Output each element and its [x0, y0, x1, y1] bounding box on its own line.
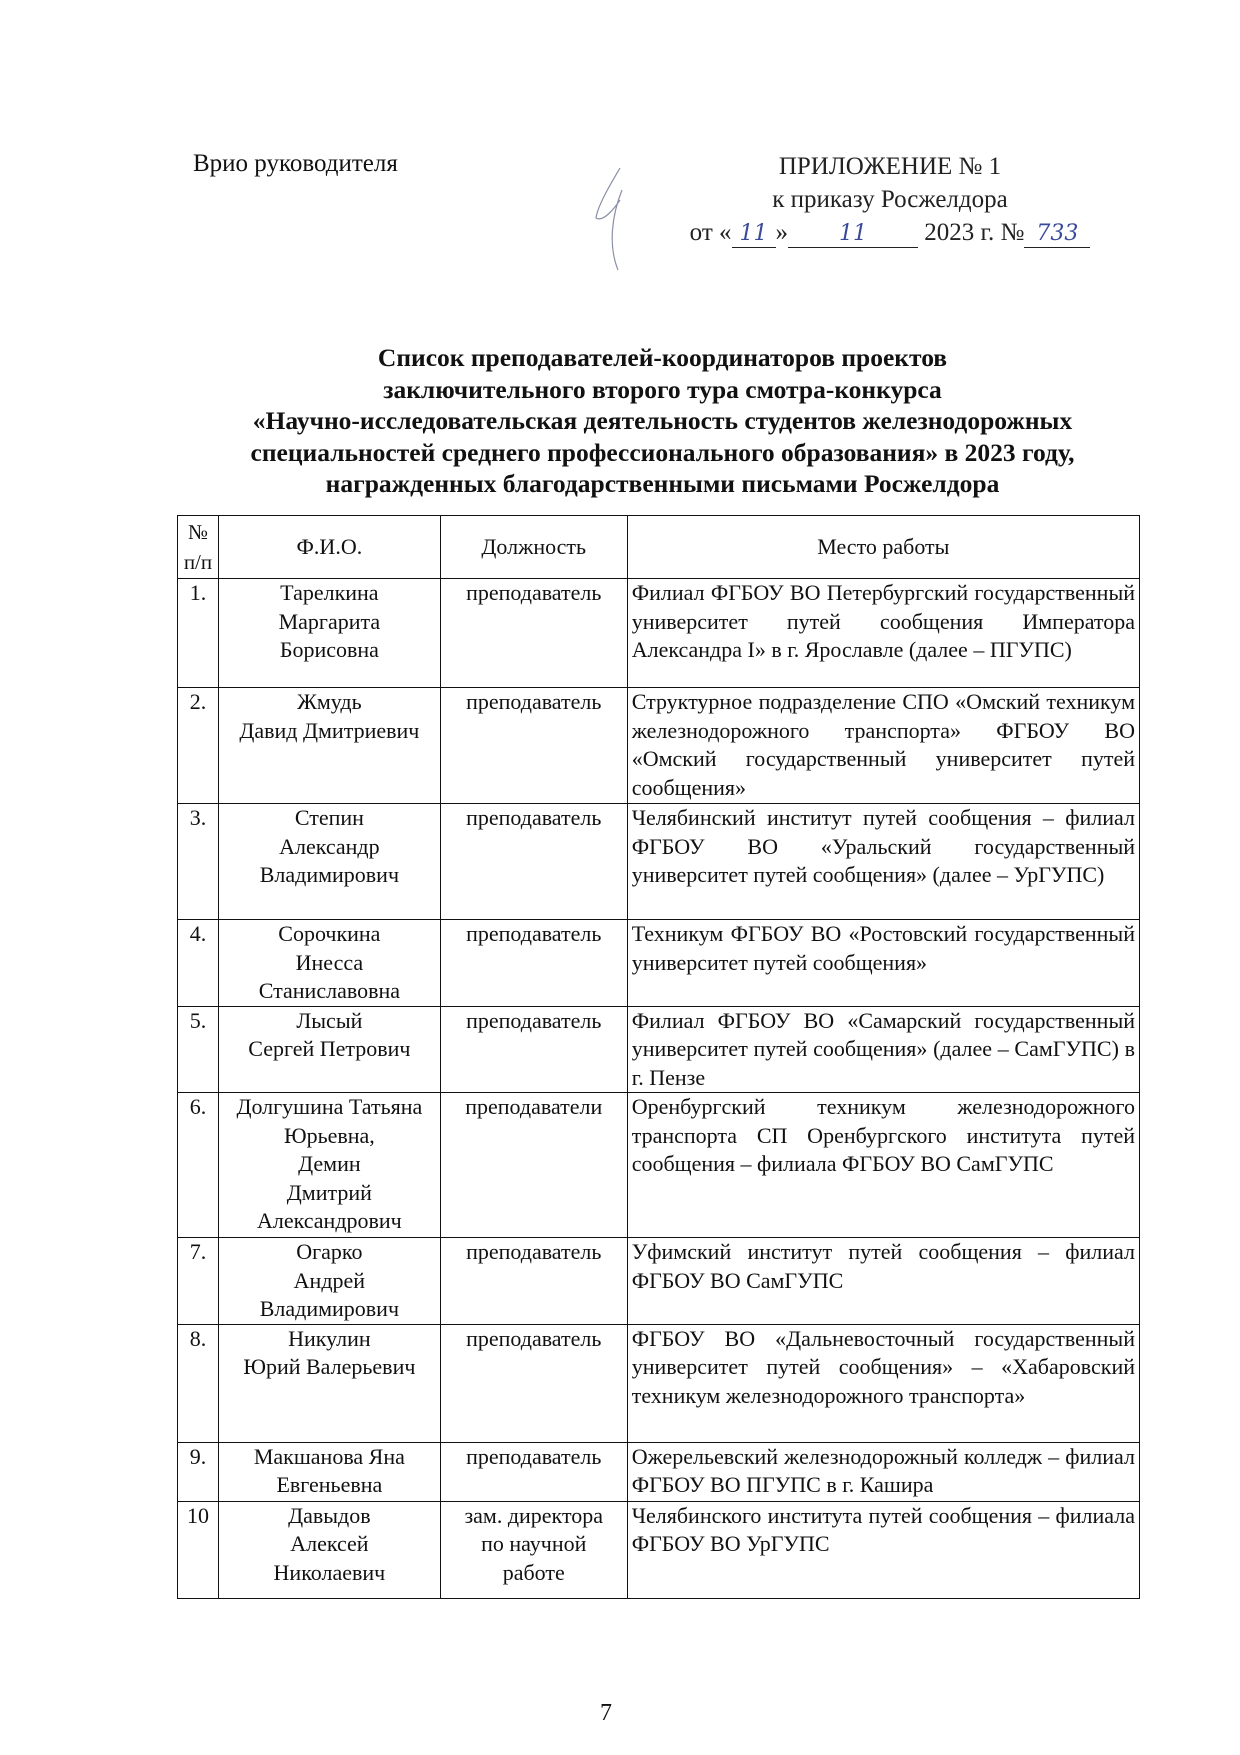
row-workplace: Филиал ФГБОУ ВО Петербургский государственный университет путей сообщения Императора Александра I» в г. Ярославле (далее – ПГУПС)	[627, 579, 1139, 688]
name-line: Жмудь	[297, 689, 362, 714]
name-line: Макшанова Яна	[253, 1443, 405, 1469]
row-number: 6.	[178, 1093, 219, 1238]
table-header-row	[178, 516, 1140, 579]
row-full-name	[218, 1006, 440, 1093]
name-line: Николаевич	[273, 1559, 386, 1585]
row-position	[440, 1238, 627, 1325]
position-line: преподаватель	[466, 689, 602, 714]
header-number-symbol: №	[187, 520, 208, 544]
position-line: преподаватель	[466, 1443, 602, 1469]
name-line: Долгушина Татьяна	[236, 1094, 423, 1119]
row-number: 3.	[178, 804, 219, 920]
name-line: Борисовна	[279, 637, 379, 662]
row-workplace: Ожерельевский железнодорожный колледж – филиал ФГБОУ ВО ПГУПС в г. Кашира	[627, 1442, 1139, 1501]
row-full-name	[218, 920, 440, 1007]
table-row	[178, 688, 1140, 804]
row-position	[440, 920, 627, 1007]
signature-mark	[590, 160, 660, 275]
row-position	[440, 1006, 627, 1093]
document-title	[170, 342, 1155, 500]
appendix-date-line	[660, 216, 1120, 249]
position-line: преподаватель	[466, 580, 602, 605]
name-line: Евгеньевна	[276, 1472, 383, 1497]
row-number: 7.	[178, 1238, 219, 1325]
row-workplace: Филиал ФГБОУ ВО «Самарский государственный университет путей сообщения» (далее – СамГУПС) в г. Пензе	[627, 1006, 1139, 1093]
name-line: Юрий Валерьевич	[243, 1354, 416, 1379]
name-line: Маргарита	[278, 608, 381, 634]
row-workplace: Челябинский институт путей сообщения – филиал ФГБОУ ВО «Уральский государственный университет путей сообщения» (далее – УрГУПС)	[627, 804, 1139, 920]
name-line: Сорочкина	[278, 921, 381, 946]
position-line: преподаватель	[466, 805, 602, 830]
position-line: преподаватель	[466, 1007, 602, 1033]
date-year: 2023 г. №	[924, 219, 1025, 246]
row-full-name	[218, 1238, 440, 1325]
row-position	[440, 1093, 627, 1238]
order-number: 733	[1024, 221, 1090, 248]
name-line: Степин	[294, 805, 364, 830]
date-prefix: от «	[689, 219, 732, 246]
position-line: преподаватель	[466, 1325, 602, 1351]
row-number: 2.	[178, 688, 219, 804]
date-month: 11	[788, 221, 918, 248]
page-number: 7	[600, 1700, 612, 1726]
row-position	[440, 579, 627, 688]
row-position	[440, 1442, 627, 1501]
name-line: Владимирович	[259, 1296, 400, 1321]
header-workplace: Место работы	[627, 516, 1139, 579]
row-full-name	[218, 579, 440, 688]
header-number	[178, 516, 219, 579]
header-name: Ф.И.О.	[218, 516, 440, 579]
row-workplace: Уфимский институт путей сообщения – филиал ФГБОУ ВО СамГУПС	[627, 1238, 1139, 1325]
table-row	[178, 1324, 1140, 1442]
name-line: Никулин	[288, 1325, 371, 1351]
position-line: преподаватели	[465, 1094, 603, 1119]
table-row	[178, 804, 1140, 920]
name-line: Алексей	[290, 1531, 369, 1556]
row-number: 8.	[178, 1324, 219, 1442]
title-line: заключительного второго тура смотра-конкурса	[383, 374, 942, 404]
appendix-title: ПРИЛОЖЕНИЕ № 1	[778, 153, 1002, 180]
name-line: Давид Дмитриевич	[239, 717, 420, 743]
acting-head-label: Врио руководителя	[193, 150, 398, 177]
table-row	[178, 920, 1140, 1007]
title-line: Список преподавателей-координаторов проектов	[377, 343, 948, 372]
table-row	[178, 1238, 1140, 1325]
name-line: Александр	[279, 833, 380, 859]
header-number-sub: п/п	[183, 550, 213, 574]
row-position	[440, 1324, 627, 1442]
name-line: Станиславовна	[258, 978, 400, 1003]
title-line: «Научно-исследовательская деятельность студентов железнодорожных	[252, 406, 1073, 435]
row-full-name	[218, 1324, 440, 1442]
position-line: работе	[502, 1559, 565, 1585]
table-row	[178, 579, 1140, 688]
name-line: Демин	[298, 1151, 361, 1176]
name-line: Сергей Петрович	[248, 1036, 411, 1061]
title-line: награжденных благодарственными письмами Росжелдора	[325, 469, 1000, 498]
name-line: Тарелкина	[280, 580, 379, 605]
position-line: преподаватель	[466, 921, 602, 946]
name-line: Александрович	[256, 1208, 402, 1233]
table-row	[178, 1501, 1140, 1598]
row-position	[440, 688, 627, 804]
name-line: Инесса	[295, 949, 364, 975]
appendix-block	[660, 150, 1120, 249]
row-full-name	[218, 1442, 440, 1501]
name-line: Владимирович	[259, 862, 400, 887]
name-line: Андрей	[293, 1267, 366, 1293]
header-position: Должность	[440, 516, 627, 579]
name-line: Огарко	[296, 1239, 363, 1264]
row-full-name	[218, 1093, 440, 1238]
row-position	[440, 1501, 627, 1598]
date-day: 11	[732, 221, 776, 248]
awardees-table	[177, 515, 1140, 1599]
row-number: 1.	[178, 579, 219, 688]
position-line: преподаватель	[466, 1239, 602, 1264]
row-workplace: Оренбургский техникум железнодорожного транспорта СП Оренбургского института путей сообщения – филиала ФГБОУ ВО СамГУПС	[627, 1093, 1139, 1238]
position-line: по научной	[481, 1531, 587, 1556]
row-workplace: ФГБОУ ВО «Дальневосточный государственный университет путей сообщения» – «Хабаровский техникум железнодорожного транспорта»	[627, 1324, 1139, 1442]
table-row	[178, 1093, 1140, 1238]
table-row	[178, 1006, 1140, 1093]
row-number: 9.	[178, 1442, 219, 1501]
date-mid: »	[775, 219, 789, 246]
table-row	[178, 1442, 1140, 1501]
row-number: 4.	[178, 920, 219, 1007]
row-full-name	[218, 688, 440, 804]
row-full-name	[218, 1501, 440, 1598]
row-workplace: Техникум ФГБОУ ВО «Ростовский государственный университет путей сообщения»	[627, 920, 1139, 1007]
row-full-name	[218, 804, 440, 920]
row-workplace: Структурное подразделение СПО «Омский техникум железнодорожного транспорта» ФГБОУ ВО «Омский государственный университет путей сообщения»	[627, 688, 1139, 804]
row-number: 5.	[178, 1006, 219, 1093]
name-line: Юрьевна,	[283, 1122, 375, 1148]
name-line: Дмитрий	[286, 1179, 372, 1205]
name-line: Лысый	[296, 1007, 363, 1033]
name-line: Давыдов	[288, 1502, 371, 1528]
row-workplace: Челябинского института путей сообщения – филиала ФГБОУ ВО УрГУПС	[627, 1501, 1139, 1598]
title-line: специальностей среднего профессионального образования» в 2023 году,	[250, 437, 1075, 467]
row-number: 10	[178, 1501, 219, 1598]
position-line: зам. директора	[464, 1502, 604, 1528]
appendix-order-ref: к приказу Росжелдора	[772, 186, 1008, 213]
row-position	[440, 804, 627, 920]
